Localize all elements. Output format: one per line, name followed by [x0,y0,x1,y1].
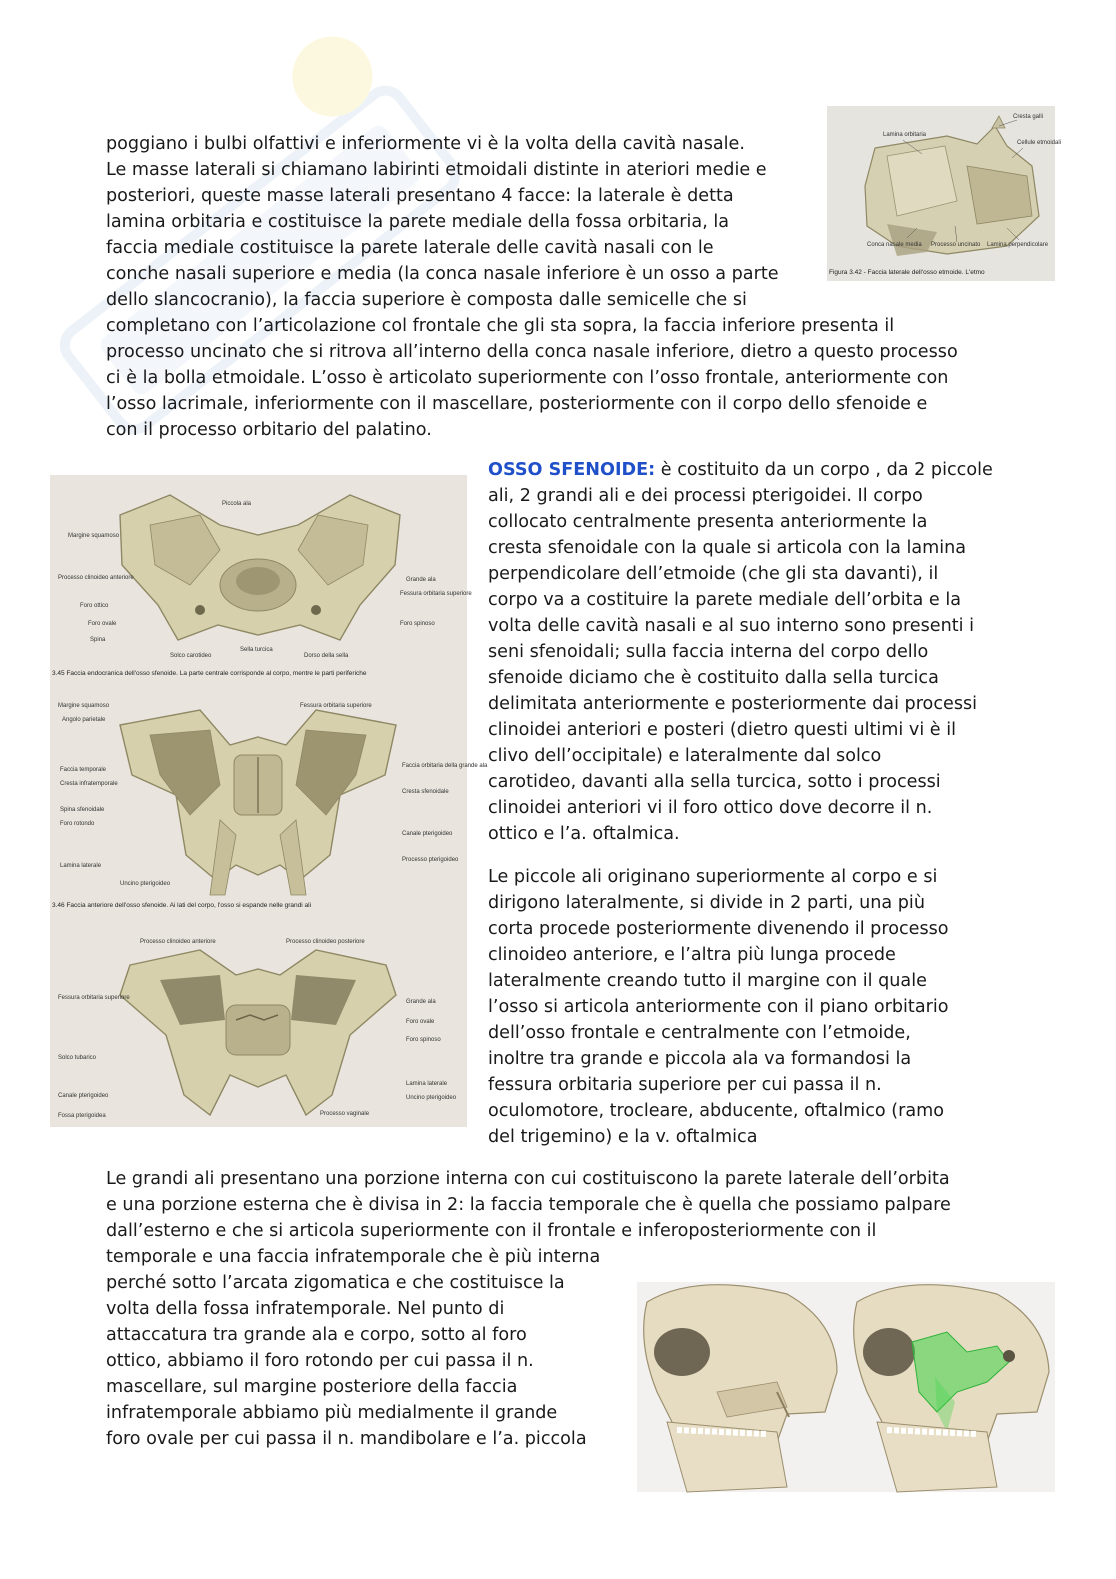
text-line: con il processo orbitario del palatino. [106,420,432,440]
text-line [488,457,993,483]
text-line: faccia mediale costituisce la parete laterale delle cavità nasali con le [106,238,714,258]
figure-label: Processo clinoideo anteriore [58,575,134,581]
text-line: attaccatura tra grande ala e corpo, sotto al foro [106,1325,527,1345]
text-line: ci è la bolla etmoidale. L’osso è articolato superiormente con l’osso frontale, anteriormente con [106,368,949,388]
text-line: lateralmente creando tutto il margine con il quale [488,971,927,991]
text-line: processo uncinato che si ritrova all’interno della conca nasale inferiore, dietro a questo processo [106,342,958,362]
figure-label: Processo vaginale [320,1111,370,1117]
figure-label: Fessura orbitaria superiore [300,703,372,709]
figure-label: Margine squamoso [68,533,120,539]
figure-label: Margine squamoso [58,703,110,709]
figure-label: Conca nasale media [867,242,922,248]
text-line: cresta sfenoidale con la quale si articola con la lamina [488,538,967,558]
figure-label: Faccia orbitaria della grande ala [402,763,488,769]
text-line: delimitata anteriormente e posteriormente dai processi [488,694,978,714]
text-line: oculomotore, trocleare, abducente, oftalmico (ramo [488,1101,945,1121]
figure-label: Faccia temporale [60,767,107,773]
text-line: mascellare, sul margine posteriore della faccia [106,1377,518,1397]
text-line: clinoideo anteriore, e l’altra più lunga procede [488,945,896,965]
text-line: dall’esterno e che si articola superiormente con il frontale e inferoposteriormente con il [106,1221,877,1241]
figure-label: Foro ottico [80,603,109,609]
figure-label: Lamina laterale [406,1081,448,1087]
figure-label: Spina sfenoidale [60,807,105,813]
figure-label: Foro spinoso [400,621,435,627]
figure-label: Grande ala [406,577,436,583]
figure-label: Piccola ala [222,501,252,507]
figure-caption: Figura 3.42 - Faccia laterale dell'osso etmoide. L'etmo [829,269,985,276]
section-heading-sphenoid: OSSO SFENOIDE: [488,460,656,480]
figure-label: Lamina perpendicolare [987,242,1049,248]
figure-label: Processo clinoideo posteriore [286,939,365,945]
text-line: ottico e l’a. oftalmica. [488,824,680,844]
figure-label: Spina [90,637,106,643]
text-line: Le masse laterali si chiamano labirinti etmoidali distinte in ateriori medie e [106,160,767,180]
figure-label: Foro spinoso [406,1037,441,1043]
figure-caption: 3.46 Faccia anteriore dell'osso sfenoide. Ai lati del corpo, l'osso si espande nelle grandi ali [52,902,312,909]
text-line: clivo dell’occipitale) e lateralmente dal solco [488,746,882,766]
figure-label: Uncino pterigoideo [406,1095,457,1101]
text-line: dell’osso frontale e centralmente con l’etmoide, [488,1023,911,1043]
figure-label: Foro ovale [406,1019,435,1025]
figure-label: Canale pterigoideo [402,831,453,837]
figure-label: Sella turcica [240,647,273,653]
text-line: completano con l’articolazione col frontale che gli sta sopra, la faccia inferiore presenta il [106,316,895,336]
figure-label: Angolo parietale [62,717,106,723]
figure-label: Lamina laterale [60,863,102,869]
figure-label: Foro ovale [88,621,117,627]
figure-label: Fossa pterigoidea [58,1113,106,1119]
text-line: clinoidei anteriori vi il foro ottico dove decorre il n. [488,798,933,818]
figure-label: Dorso della sella [304,653,349,659]
text-line: corpo va a costituire la parete mediale dell’orbita e la [488,590,962,610]
figure-label: Processo uncinato [931,242,981,248]
text-line: infratemporale abbiamo più medialmente il grande [106,1403,558,1423]
text-line: clinoidei anteriori e posteri (dietro questi ultimi vi è il [488,720,956,740]
ethmoid-figure [827,106,1062,281]
text-line: perpendicolare dell’etmoide (che gli sta davanti), il [488,564,939,584]
figure-caption: 3.45 Faccia endocranica dell'osso sfenoide. La parte centrale corrisponde al corpo, mentre le parti periferiche [52,670,367,677]
text-line: Le piccole ali originano superiormente al corpo e si [488,867,938,887]
text-line: dirigono lateralmente, si divide in 2 parti, una più [488,893,925,913]
text-line: ottico, abbiamo il foro rotondo per cui passa il n. [106,1351,534,1371]
figure-label: Canale pterigoideo [58,1093,109,1099]
figure-label: Cresta sfenoidale [402,789,449,795]
text-line: conche nasali superiore e media (la conca nasale inferiore è un osso a parte [106,264,779,284]
text-line: corta procede posteriormente divenendo il processo [488,919,949,939]
figure-label: Fessura orbitaria superiore [58,995,130,1001]
figure-label: Cresta galli [1013,114,1044,120]
text-line: Le grandi ali presentano una porzione interna con cui costituiscono la parete laterale dell’orbita [106,1169,950,1189]
figure-label: Fessura orbitaria superiore [400,591,472,597]
text-line: del trigemino) e la v. oftalmica [488,1127,758,1147]
text-line: volta della fossa infratemporale. Nel punto di [106,1299,505,1319]
text-line: poggiano i bulbi olfattivi e inferiormente vi è la volta della cavità nasale. [106,134,745,154]
figure-label: Uncino pterigoideo [120,881,171,887]
text-line: e una porzione esterna che è divisa in 2: la faccia temporale che è quella che possiamo palpare [106,1195,951,1215]
figure-label: Grande ala [406,999,436,1005]
text-line: volta delle cavità nasali e al suo interno sono presenti i [488,616,975,636]
figure-label: Solco tubarico [58,1055,97,1061]
text-line: sfenoide diciamo che è costituito dalla sella turcica [488,668,939,688]
figure-label: Processo pterigoideo [402,857,459,863]
text-line: inoltre tra grande e piccola ala va formandosi la [488,1049,912,1069]
text-line: posteriori, queste masse laterali presentano 4 facce: la laterale è detta [106,186,734,206]
figure-label: Solco carotideo [170,653,212,659]
text-line: è costituito da un corpo , da 2 piccole [655,460,993,480]
skulls-figure [637,1282,1055,1492]
text-line: ali, 2 grandi ali e dei processi pterigoidei. Il corpo [488,486,923,506]
figure-label: Lamina orbitaria [883,132,927,138]
figure-label: Processo clinoideo anteriore [140,939,216,945]
figure-label: Cresta infratemporale [60,781,118,787]
text-line: l’osso lacrimale, inferiormente con il mascellare, posteriormente con il corpo dello sfenoide e [106,394,928,414]
text-line: lamina orbitaria e costituisce la parete mediale della fossa orbitaria, la [106,212,730,232]
text-line: perché sotto l’arcata zigomatica e che costituisce la [106,1273,565,1293]
text-line: dello slancocranio), la faccia superiore è composta dalle semicelle che si [106,290,747,310]
text-line: l’osso si articola anteriormente con il piano orbitario [488,997,949,1017]
text-line: temporale e una faccia infratemporale che è più interna [106,1247,601,1267]
text-line: carotideo, davanti alla sella turcica, sotto i processi [488,772,941,792]
text-line: seni sfenoidali; sulla faccia interna del corpo dello [488,642,929,662]
text-line: foro ovale per cui passa il n. mandibolare e l’a. piccola [106,1429,587,1449]
text-line: fessura orbitaria superiore per cui passa il n. [488,1075,882,1095]
text-line: collocato centralmente presenta anteriormente la [488,512,928,532]
figure-label: Foro rotondo [60,821,95,827]
figure-label: Cellule etmoidali [1017,140,1062,146]
sphenoid-plate [50,475,488,1127]
